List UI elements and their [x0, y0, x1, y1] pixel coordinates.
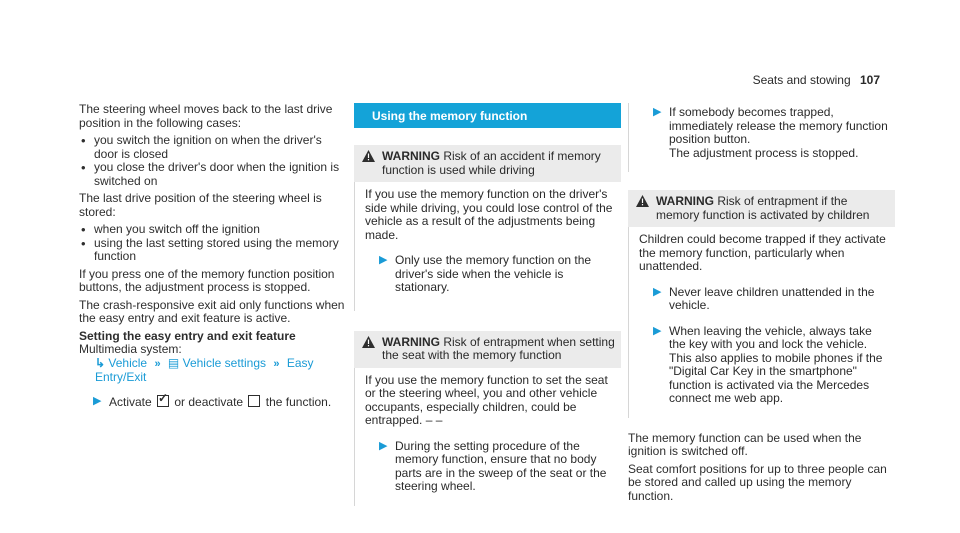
step-text: Never leave children unattended in the vehicle.	[669, 284, 875, 312]
press-note: If you press one of the memory function position buttons, the adjustment process is stopped.	[79, 266, 335, 294]
warning-label: WARNING	[382, 149, 440, 163]
warning-head	[628, 190, 895, 227]
double-chevron-icon: »	[154, 357, 161, 370]
warning-body	[354, 182, 621, 311]
warning-box-2	[354, 331, 621, 506]
action-step	[79, 395, 345, 410]
step-text: During the setting procedure of the memory function, ensure that no body parts are in the sweep of the seat or the steering wheel.	[395, 438, 607, 493]
warning-head-text: Risk of entrapment if the memory function is activated by children	[656, 194, 870, 222]
nav-vehicle[interactable]: Vehicle	[108, 355, 148, 370]
warning-label: WARNING	[382, 334, 440, 349]
section-label: Seats and stowing	[752, 73, 851, 87]
list-item: • when you switch off the ignition	[79, 223, 345, 237]
setting-subtitle: Multimedia system:	[79, 342, 182, 356]
warning-text: Children could become trapped if they activate the memory function, particularly when unattended.	[639, 232, 886, 273]
section-header: Using the memory function	[354, 103, 621, 128]
warning-step	[639, 286, 889, 313]
play-icon: ▶	[653, 324, 662, 337]
warning-body	[354, 368, 621, 506]
page-header	[753, 73, 880, 87]
page-number: 107	[859, 73, 880, 87]
cases-list	[79, 134, 345, 188]
warning-head-text: Risk of an accident if memory function is used while driving	[382, 149, 601, 177]
warning-box-3	[628, 190, 895, 418]
warning-step	[365, 440, 615, 494]
play-icon: ▶	[93, 394, 102, 407]
warning-triangle-icon	[636, 195, 649, 207]
step-text: Only use the memory function on the driver's side when the vehicle is stationary.	[395, 253, 592, 294]
crash-note: The crash-responsive exit aid only functions when the easy entry and exit feature is active.	[79, 297, 345, 325]
setting-title: Setting the easy entry and exit feature	[79, 328, 296, 343]
column-right	[628, 103, 895, 507]
column-left	[79, 103, 345, 409]
action-mid: or deactivate	[174, 394, 244, 409]
warning-head	[354, 145, 621, 182]
unchecked-box-icon[interactable]	[248, 395, 260, 407]
outro	[628, 432, 895, 504]
warning-step	[639, 106, 889, 160]
step-note: The adjustment process is stopped.	[669, 145, 859, 160]
intro-text: The steering wheel moves back to the last drive position in the following cases:	[79, 102, 333, 130]
play-icon: ▶	[653, 285, 662, 298]
warning-body	[628, 227, 895, 418]
warning-step	[639, 325, 889, 406]
outro-text-1: The memory function can be used when the ignition is switched off.	[628, 430, 862, 458]
nav-path	[79, 357, 345, 385]
warning-head-text: Risk of entrapment when setting the seat with the memory function	[382, 334, 615, 362]
nav-easy-entry-exit[interactable]: Easy Entry/Exit	[95, 355, 314, 384]
outro-text-2: Seat comfort positions for up to three people can be stored and called up using the memory function.	[628, 461, 887, 503]
list-item: • you close the driver's door when the ignition is switched on	[79, 161, 345, 188]
stored-list	[79, 223, 345, 264]
double-chevron-icon: »	[273, 357, 280, 370]
warning-label: WARNING	[656, 194, 714, 208]
list-item: • you switch the ignition on when the driver's door is closed	[79, 134, 345, 161]
step-note: This also applies to mobile phones if the "Digital Car Key in the smartphone" function is activated via the Mercedes connect me web app.	[669, 350, 883, 405]
warning-step	[365, 254, 615, 295]
warning-text: If you use the memory function on the driver's side while driving, you could lose control of the vehicle as a result of the adjustments being made.	[365, 187, 613, 242]
action-suffix: the function.	[265, 394, 332, 409]
car-seat-icon: ▤	[167, 355, 180, 370]
return-arrow-icon: ↳	[95, 355, 106, 370]
warning-continuation	[628, 103, 895, 172]
checked-box-icon[interactable]	[157, 395, 169, 407]
warning-head	[354, 331, 621, 368]
column-middle	[354, 103, 621, 506]
play-icon: ▶	[379, 439, 388, 452]
warning-box-1	[354, 145, 621, 311]
nav-vehicle-settings[interactable]: Vehicle settings	[182, 355, 266, 370]
warning-text: If you use the memory function to set the seat or the steering wheel, you and other vehicle occupants, especially children, could be entrapped. – –	[365, 372, 608, 427]
stored-intro: The last drive position of the steering wheel is stored:	[79, 191, 322, 219]
step-text: If somebody becomes trapped, immediately release the memory function position button.	[669, 105, 888, 146]
step-text: When leaving the vehicle, always take the key with you and lock the vehicle.	[669, 323, 872, 351]
play-icon: ▶	[653, 106, 662, 118]
play-icon: ▶	[379, 254, 388, 266]
warning-triangle-icon	[362, 336, 375, 348]
list-item: • using the last setting stored using the memory function	[79, 237, 345, 264]
action-prefix: Activate	[109, 394, 152, 409]
warning-triangle-icon	[362, 150, 375, 162]
